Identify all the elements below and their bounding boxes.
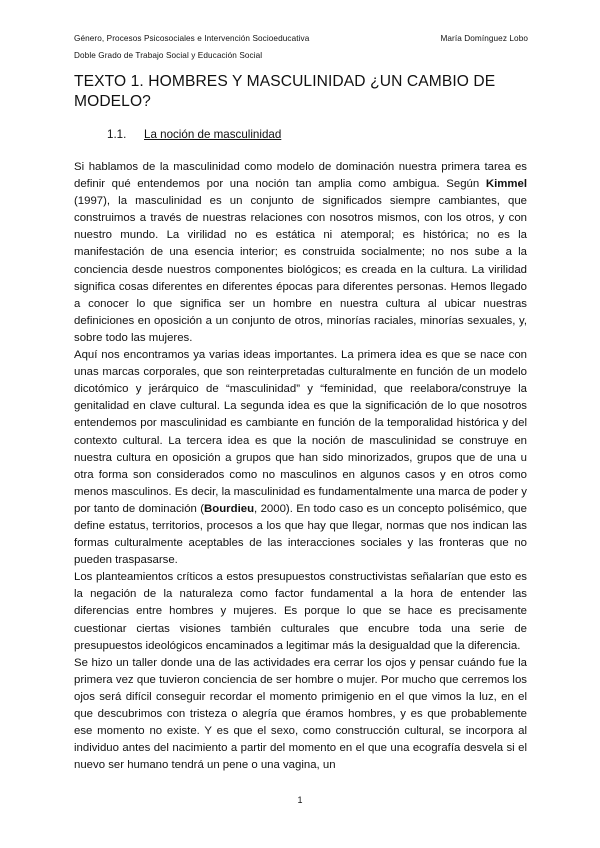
author-name: María Domínguez Lobo	[440, 34, 528, 43]
paragraph-2	[74, 347, 527, 569]
paragraph-4	[74, 655, 527, 775]
page-number: 1	[297, 795, 303, 805]
section-heading	[107, 128, 281, 141]
author-citation: Kimmel	[485, 178, 527, 191]
paragraph-text: , 2000). En todo caso es un concepto polisémico, que define estatus, territorios, procesos a los que hay que llegar, normas que nos indican las formas culturalmente aceptables de las interacciones sociales y las fronteras que no pueden traspasarse.	[74, 502, 527, 567]
paragraph-text: Se hizo un taller donde una de las actividades era cerrar los ojos y pensar cuándo fue la primera vez que tuvieron conciencia de ser hombre o mujer. Por mucho que cerremos los ojos será difícil conseguir recordar el momento primigenio en el que vimos la luz, en el que descubrimos con tristeza o alegría que éramos hombres, y es que probablemente ese momento no existe. Y es que el sexo, como construcción cultural, se incorpora al individuo antes del nacimiento a partir del momento en el que una ecografía desvela si el nuevo ser humano tendrá un pene o una vagina, un	[74, 656, 527, 772]
paragraph-text: (1997), la masculinidad es un conjunto de significados siempre cambiantes, que construimos a través de nuestras relaciones con nosotros mismos, con los otros, y con nuestro mundo. La virilidad no es estática ni atemporal; es histórica; no es la manifestación de una esencia interior; es construida socialmente; no nos sube a la conciencia desde nuestros componentes biológicos; es creada en la cultura. La virilidad significa cosas diferentes en diferentes épocas para diferentes personas. Hemos llegado a conocer lo que significa ser un hombre en nuestra cultura al ubicar nuestras definiciones en oposición a un conjunto de otros, minorías raciales, minorías sexuales, y, sobre todo las mujeres.	[74, 195, 527, 344]
document-title: TEXTO 1. HOMBRES Y MASCULINIDAD ¿UN CAMBIO DE MODELO?	[74, 73, 496, 110]
author-citation: Bourdieu	[204, 502, 255, 515]
section-title: La noción de masculinidad	[144, 128, 282, 141]
paragraph-text: Los planteamientos críticos a estos presupuestos constructivistas señalarían que esto es la negación de la naturaleza como factor fundamental a la hora de entender las diferencias entre hombres y mujeres. Es porque lo que se hace es precisamente cuestionar ciertas visiones también culturales que encubre toda una serie de presupuestos ideológicos encaminados a legitimar más la desigualdad que la diferencia.	[74, 571, 527, 652]
paragraph-text: Aquí nos encontramos ya varias ideas importantes. La primera idea es que se nace con unas marcas corporales, que son reinterpretadas culturalmente en función de un modelo dicotómico y jerárquico de “masculinidad” y “feminidad, que reelabora/construye la genitalidad en clave cultural. La segunda idea es que la significación de lo que nosotros entendemos por masculinidad es cambiante en función de la temporalidad histórica y del contexto cultural. La tercera idea es que la noción de masculinidad se construye en nuestra cultura en oposición a grupos que han sido minorizados, grupos que de una u otra forma son considerados como no masculinos en algunos casos y en otros como menos masculinos. Es decir, la masculinidad es fundamentalmente una marca de poder y por tanto de dominación (	[74, 349, 527, 515]
section-number: 1.1.	[107, 128, 127, 141]
running-header	[74, 34, 528, 43]
paragraph-text: Si hablamos de la masculinidad como modelo de dominación nuestra primera tarea es definir qué entendemos por una noción tan amplia como ambigua. Según	[74, 161, 527, 191]
body-text	[74, 159, 527, 774]
degree-name: Doble Grado de Trabajo Social y Educación Social	[74, 51, 263, 60]
degree-line	[74, 51, 528, 60]
course-title: Género, Procesos Psicosociales e Intervención Socioeducativa	[74, 34, 310, 43]
paragraph-1	[74, 159, 527, 347]
paragraph-3	[74, 569, 527, 654]
